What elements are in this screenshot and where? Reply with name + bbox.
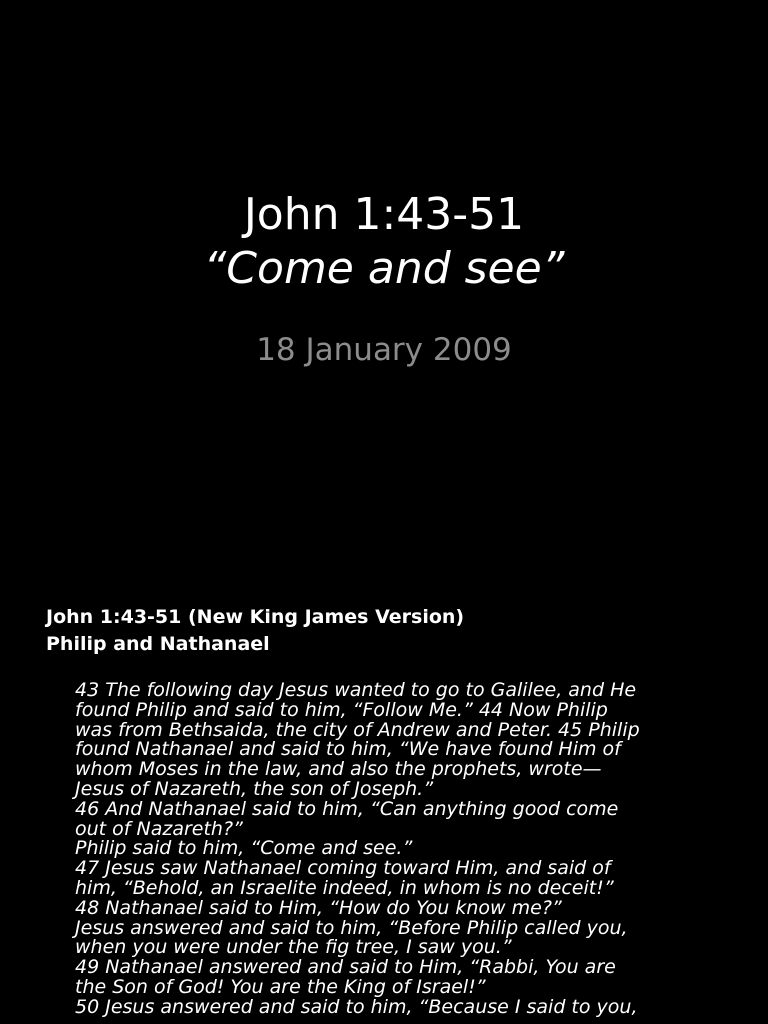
verse-line: 50 Jesus answered and said to him, “Because I said to you, (75, 995, 638, 1018)
verse-line: 49 Nathanael answered and said to Him, “Rabbi, You are (75, 956, 616, 979)
verse-line: 47 Jesus saw Nathanael coming toward Him, and said of (75, 857, 611, 880)
verse-line: 43 The following day Jesus wanted to go to Galilee, and He (75, 679, 637, 701)
verse-line: when you were under the fig tree, I saw you.” (75, 936, 512, 959)
verse-line: Jesus answered and said to him, “Before Philip called you, (75, 916, 628, 939)
verse-line: Philip said to him, “Come and see.” (75, 837, 413, 860)
slide-subtitle: “Come and see” (203, 243, 565, 294)
verse-line: found Nathanael and said to him, “We have found Him of (75, 738, 621, 761)
verse-line: 46 And Nathanael said to him, “Can anything good come (75, 797, 619, 820)
scripture-subheading: Philip and Nathanael (46, 633, 270, 655)
verse-line: found Philip and said to him, “Follow Me.” 44 Now Philip (75, 698, 608, 721)
verse-line: Jesus of Nazareth, the son of Joseph.” (75, 777, 434, 800)
scripture-slide (0, 576, 768, 1024)
verse-line: the Son of God! You are the King of Israel!” (75, 975, 486, 998)
scripture-heading: John 1:43-51 (New King James Version) (46, 606, 465, 628)
slide-date: 18 January 2009 (256, 332, 512, 368)
verse-line: him, “Behold, an Israelite indeed, in whom is no deceit!” (75, 876, 614, 899)
slide-title-reference: John 1:43-51 (243, 189, 525, 240)
verse-line: out of Nazareth?” (75, 817, 243, 840)
verse-line: whom Moses in the law, and also the prophets, wrote— (75, 758, 602, 781)
verse-line: was from Bethsaida, the city of Andrew and Peter. 45 Philip (75, 718, 640, 741)
scripture-verses (75, 681, 725, 1018)
verse-line: 48 Nathanael said to Him, “How do You know me?” (75, 896, 562, 919)
